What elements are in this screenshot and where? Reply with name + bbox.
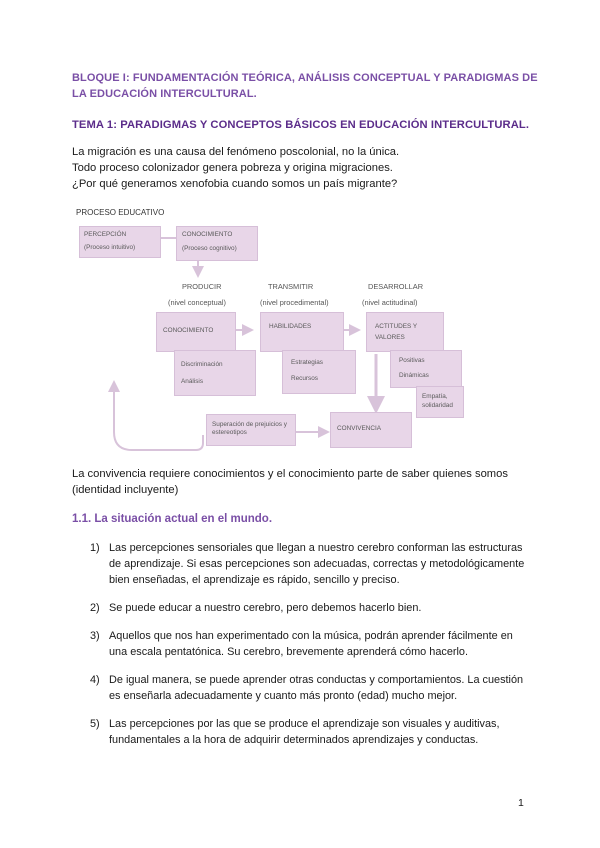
box-item: Estrategias — [291, 359, 323, 366]
proceso-educativo-diagram — [72, 206, 472, 452]
list-number: 1) — [90, 542, 100, 554]
box-item: Dinámicas — [399, 372, 429, 379]
transmitir-sublabel: (nivel procedimental) — [260, 298, 329, 307]
tema-heading: TEMA 1: PARADIGMAS Y CONCEPTOS BÁSICOS EN EDUCACIÓN INTERCULTURAL. — [72, 119, 530, 131]
box-sublabel: (Proceso cognitivo) — [182, 245, 237, 252]
list-number: 2) — [90, 602, 100, 614]
percepcion-box — [79, 226, 161, 258]
superacion-box — [206, 414, 296, 446]
box-item: Análisis — [181, 378, 204, 385]
numbered-list — [90, 540, 530, 748]
diagram-title: PROCESO EDUCATIVO — [76, 208, 165, 217]
list-text: Las percepciones por las que se produce el aprendizaje son visuales y auditivas, fundamentales a la hora de adquirir determinados aprendizajes y conductas. — [109, 718, 500, 746]
list-text: Se puede educar a nuestro cerebro, pero debemos hacerlo bien. — [109, 602, 422, 614]
box-label: PERCEPCIÓN — [84, 231, 127, 238]
list-item — [90, 600, 530, 616]
convivencia-paragraph: La convivencia requiere conocimientos y el conocimiento parte de saber quienes somos (identidad incluyente) — [72, 468, 508, 496]
list-item — [90, 716, 530, 748]
convivencia-box — [330, 412, 412, 448]
transmitir-detail-box — [282, 350, 356, 394]
list-item — [90, 540, 530, 588]
list-text: Aquellos que nos han experimentado con la música, podrán aprender fácilmente en una escala pentatónica. Su cerebro, brevemente aprenderá cómo hacerlo. — [109, 630, 513, 658]
intro-paragraph — [72, 144, 399, 192]
list-item — [90, 628, 530, 660]
box-item: Recursos — [291, 375, 318, 382]
page-number: 1 — [518, 797, 524, 809]
empatia-box — [416, 386, 464, 418]
box-label: CONOCIMIENTO — [182, 231, 233, 238]
actitudes-box — [366, 312, 444, 352]
producir-detail-box — [174, 350, 256, 396]
box-sublabel: (Proceso intuitivo) — [84, 244, 136, 251]
desarrollar-detail-box — [390, 350, 462, 388]
intro-line: ¿Por qué generamos xenofobia cuando somos un país migrante? — [72, 178, 398, 190]
conocimiento-box — [156, 312, 236, 352]
box-label: CONVIVENCIA — [337, 425, 382, 432]
list-number: 4) — [90, 674, 100, 686]
box-label: CONOCIMIENTO — [163, 327, 214, 334]
list-item — [90, 672, 530, 704]
producir-sublabel: (nivel conceptual) — [168, 298, 226, 307]
box-item: Discriminación — [181, 361, 223, 368]
list-number: 3) — [90, 630, 100, 642]
section-title: 1.1. La situación actual en el mundo. — [72, 513, 273, 525]
box-label: ACTITUDES Y VALORES — [375, 323, 418, 341]
list-text: Las percepciones sensoriales que llegan a nuestro cerebro conforman las estructuras de aprendizaje. Si esas percepciones son adecuadas, correctas y metodológicamente bien enseñadas, el aprendizaje es rápido, sencillo y preciso. — [109, 542, 525, 586]
transmitir-label: TRANSMITIR — [268, 282, 314, 291]
desarrollar-sublabel: (nivel actitudinal) — [362, 298, 418, 307]
box-label: Superación de prejuicios y estereotipos — [212, 421, 287, 436]
list-text: De igual manera, se puede aprender otras conductas y comportamientos. La cuestión es enseñarla adecuadamente y cuanto más pronto (edad) mucho mejor. — [109, 674, 524, 702]
intro-line: La migración es una causa del fenómeno poscolonial, no la única. — [72, 146, 400, 158]
box-item: Empatía, solidaridad — [422, 393, 453, 409]
conocimiento-cognitivo-box — [176, 226, 258, 261]
list-number: 5) — [90, 718, 100, 730]
block-heading: BLOQUE I: FUNDAMENTACIÓN TEÓRICA, ANÁLISIS CONCEPTUAL Y PARADIGMAS DE LA EDUCACIÓN INTERCULTURAL. — [72, 72, 538, 100]
box-item: Positivas — [399, 357, 425, 364]
desarrollar-label: DESARROLLAR — [368, 282, 424, 291]
habilidades-box — [260, 312, 344, 352]
box-label: HABILIDADES — [269, 323, 312, 330]
producir-label: PRODUCIR — [182, 282, 222, 291]
intro-line: Todo proceso colonizador genera pobreza y origina migraciones. — [72, 162, 393, 174]
